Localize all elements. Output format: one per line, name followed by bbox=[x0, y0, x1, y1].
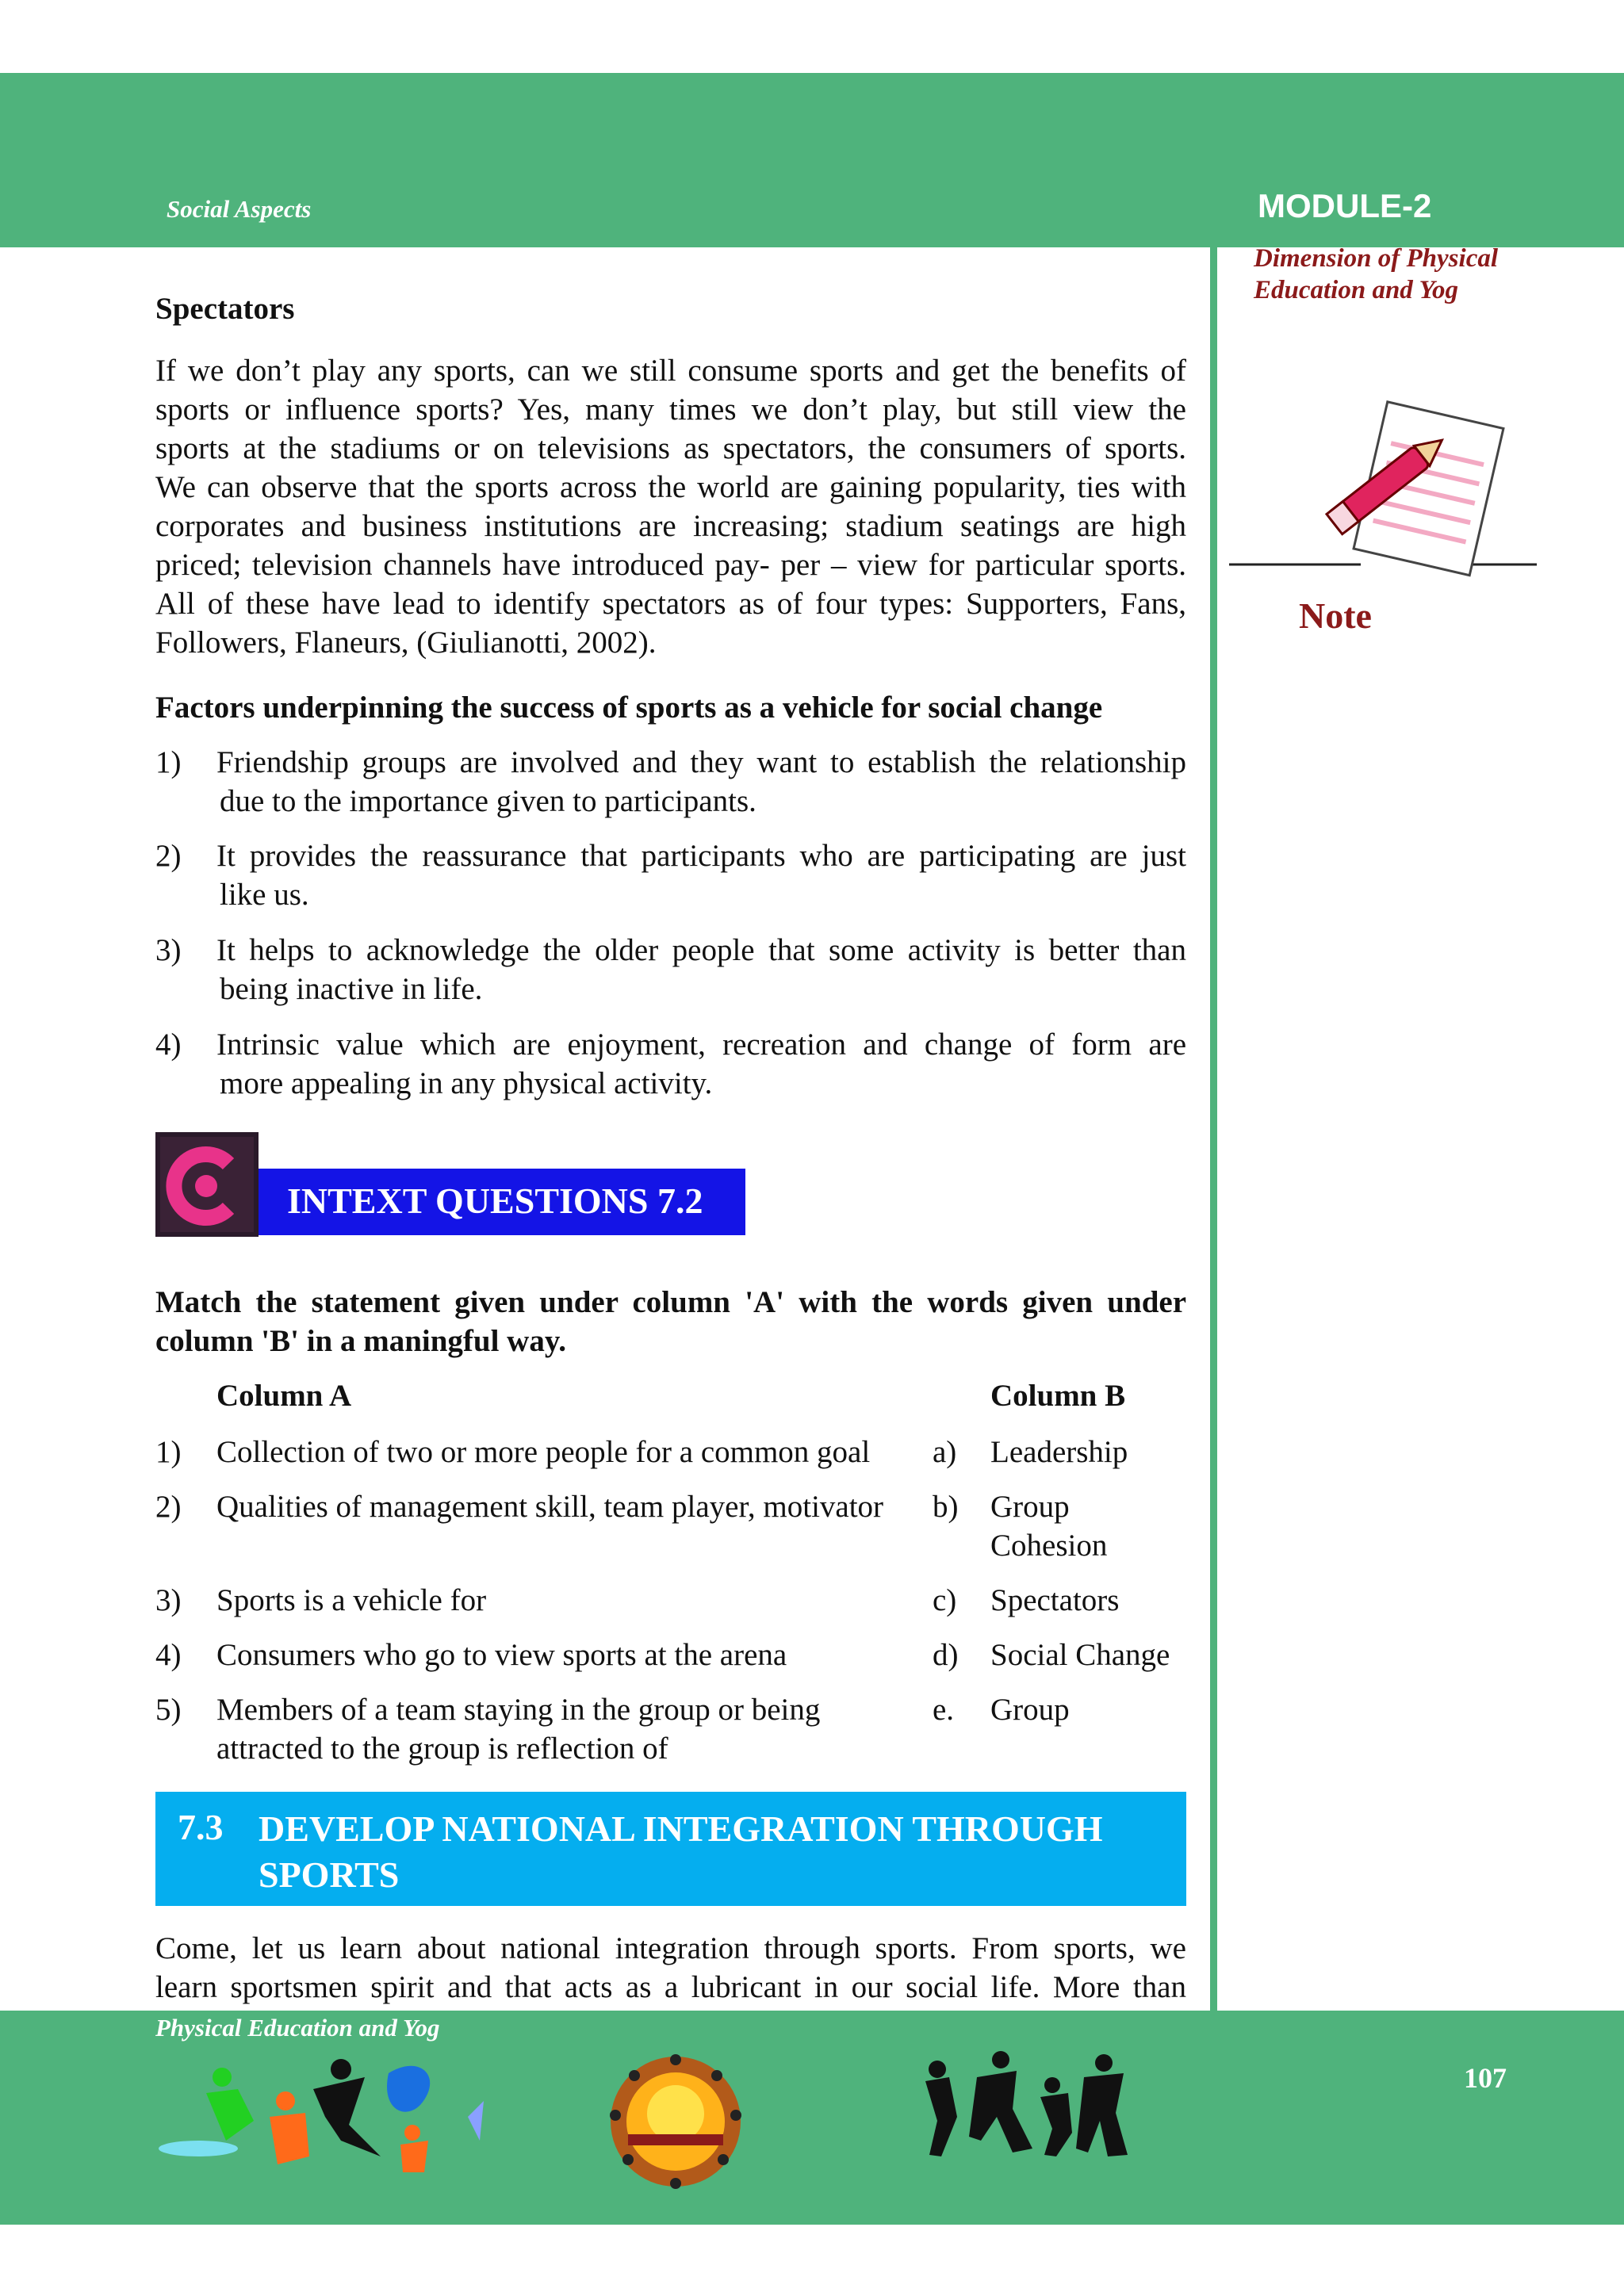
column-b-cell: Spectators bbox=[990, 1583, 1120, 1617]
column-a-cell: Consumers who go to view sports at the arena bbox=[216, 1638, 787, 1672]
column-a-text: attracted to the group is reflection of bbox=[216, 1732, 668, 1766]
list-item bbox=[155, 931, 1186, 1008]
list-item bbox=[155, 1025, 1186, 1103]
intext-instruction: column 'B' in a maningful way. bbox=[155, 1324, 566, 1358]
list-number: 4) bbox=[155, 1027, 182, 1062]
list-text: more appealing in any physical activity. bbox=[220, 1066, 713, 1100]
intext-question-icon bbox=[155, 1132, 259, 1237]
section-title-line2: SPORTS bbox=[259, 1854, 400, 1895]
list-number: 2) bbox=[155, 839, 182, 873]
note-pencil-icon bbox=[1228, 395, 1545, 593]
factors-heading: Factors underpinning the success of sports as a vehicle for social change bbox=[155, 691, 1103, 725]
column-b-header: Column B bbox=[990, 1379, 1126, 1413]
column-b-cell bbox=[990, 1487, 1189, 1565]
intext-title: INTEXT QUESTIONS 7.2 bbox=[287, 1181, 703, 1221]
section-heading-banner bbox=[155, 1792, 1186, 1906]
section-title bbox=[259, 1806, 1170, 1898]
list-item bbox=[155, 743, 1186, 821]
module-subtitle-line2: Education and Yog bbox=[1254, 276, 1458, 304]
column-a-text: Members of a team staying in the group or being bbox=[216, 1693, 821, 1727]
paragraph-line: Followers, Flaneurs, (Giulianotti, 2002). bbox=[155, 626, 657, 660]
sun-emblem-icon bbox=[596, 2049, 755, 2191]
list-text: It provides the reassurance that participants who are participating are just bbox=[216, 839, 1186, 873]
module-label: MODULE-2 bbox=[1258, 187, 1432, 224]
column-b-cell: Leadership bbox=[990, 1435, 1128, 1469]
paragraph-line: priced; television channels have introduced pay- per – view for particular sports. bbox=[155, 548, 1186, 582]
row-number: 3) bbox=[155, 1583, 182, 1617]
row-letter: d) bbox=[933, 1638, 959, 1672]
note-label: Note bbox=[1299, 595, 1372, 636]
sports-silhouettes-icon bbox=[914, 2045, 1136, 2164]
row-number: 1) bbox=[155, 1435, 182, 1469]
column-b-cell: Group bbox=[990, 1693, 1070, 1727]
spectators-heading: Spectators bbox=[155, 292, 295, 326]
list-text: Friendship groups are involved and they want to establish the relationship bbox=[216, 745, 1186, 779]
row-letter: e. bbox=[933, 1693, 955, 1727]
column-b-text: Group bbox=[990, 1490, 1070, 1524]
list-text: being inactive in life. bbox=[220, 972, 483, 1006]
row-number: 2) bbox=[155, 1490, 182, 1524]
column-a-cell: Qualities of management skill, team player, motivator bbox=[216, 1490, 884, 1524]
list-text: like us. bbox=[220, 878, 309, 912]
athletes-collage-icon bbox=[151, 2045, 500, 2180]
list-text: It helps to acknowledge the older people that some activity is better than bbox=[216, 933, 1186, 967]
column-a-header: Column A bbox=[216, 1379, 352, 1413]
section-number: 7.3 bbox=[178, 1807, 224, 1847]
page-number: 107 bbox=[1464, 2062, 1507, 2094]
book-title: Physical Education and Yog bbox=[155, 2014, 440, 2042]
paragraph-line: We can observe that the sports across the world are gaining popularity, ties with bbox=[155, 470, 1186, 504]
section-label: Social Aspects bbox=[167, 195, 312, 223]
intext-banner bbox=[259, 1169, 745, 1235]
column-a-cell: Collection of two or more people for a common goal bbox=[216, 1435, 871, 1469]
section-title-line1: DEVELOP NATIONAL INTEGRATION THROUGH bbox=[259, 1808, 1103, 1849]
list-number: 1) bbox=[155, 745, 182, 779]
column-b-text: Cohesion bbox=[990, 1529, 1108, 1563]
row-letter: c) bbox=[933, 1583, 957, 1617]
module-subtitle bbox=[1254, 243, 1498, 306]
list-text: Intrinsic value which are enjoyment, recreation and change of form are bbox=[216, 1027, 1186, 1062]
paragraph-line: sports at the stadiums or on televisions as spectators, the consumers of sports. bbox=[155, 431, 1186, 465]
paragraph-line: sports or influence sports? Yes, many times we don’t play, but still view the bbox=[155, 392, 1186, 427]
list-number: 3) bbox=[155, 933, 182, 967]
paragraph-line: If we don’t play any sports, can we still consume sports and get the benefits of bbox=[155, 354, 1186, 388]
section-body: Come, let us learn about national integration through sports. From sports, we bbox=[155, 1931, 1186, 1965]
margin-rule bbox=[1210, 247, 1217, 2011]
row-number: 5) bbox=[155, 1693, 182, 1727]
spectators-paragraph bbox=[155, 351, 1186, 662]
column-b-cell: Social Change bbox=[990, 1638, 1170, 1672]
column-a-cell: Sports is a vehicle for bbox=[216, 1583, 487, 1617]
row-letter: b) bbox=[933, 1490, 959, 1524]
row-letter: a) bbox=[933, 1435, 957, 1469]
intext-instruction: Match the statement given under column 'A' with the words given under bbox=[155, 1285, 1186, 1319]
paragraph-line: corporates and business institutions are increasing; stadium seatings are high bbox=[155, 509, 1186, 543]
paragraph-line: All of these have lead to identify spectators as of four types: Supporters, Fans, bbox=[155, 587, 1186, 621]
module-subtitle-line1: Dimension of Physical bbox=[1254, 244, 1499, 273]
section-body: learn sportsmen spirit and that acts as a lubricant in our social life. More than bbox=[155, 1970, 1186, 2004]
row-number: 4) bbox=[155, 1638, 182, 1672]
list-text: due to the importance given to participants. bbox=[220, 784, 756, 818]
list-item bbox=[155, 836, 1186, 914]
